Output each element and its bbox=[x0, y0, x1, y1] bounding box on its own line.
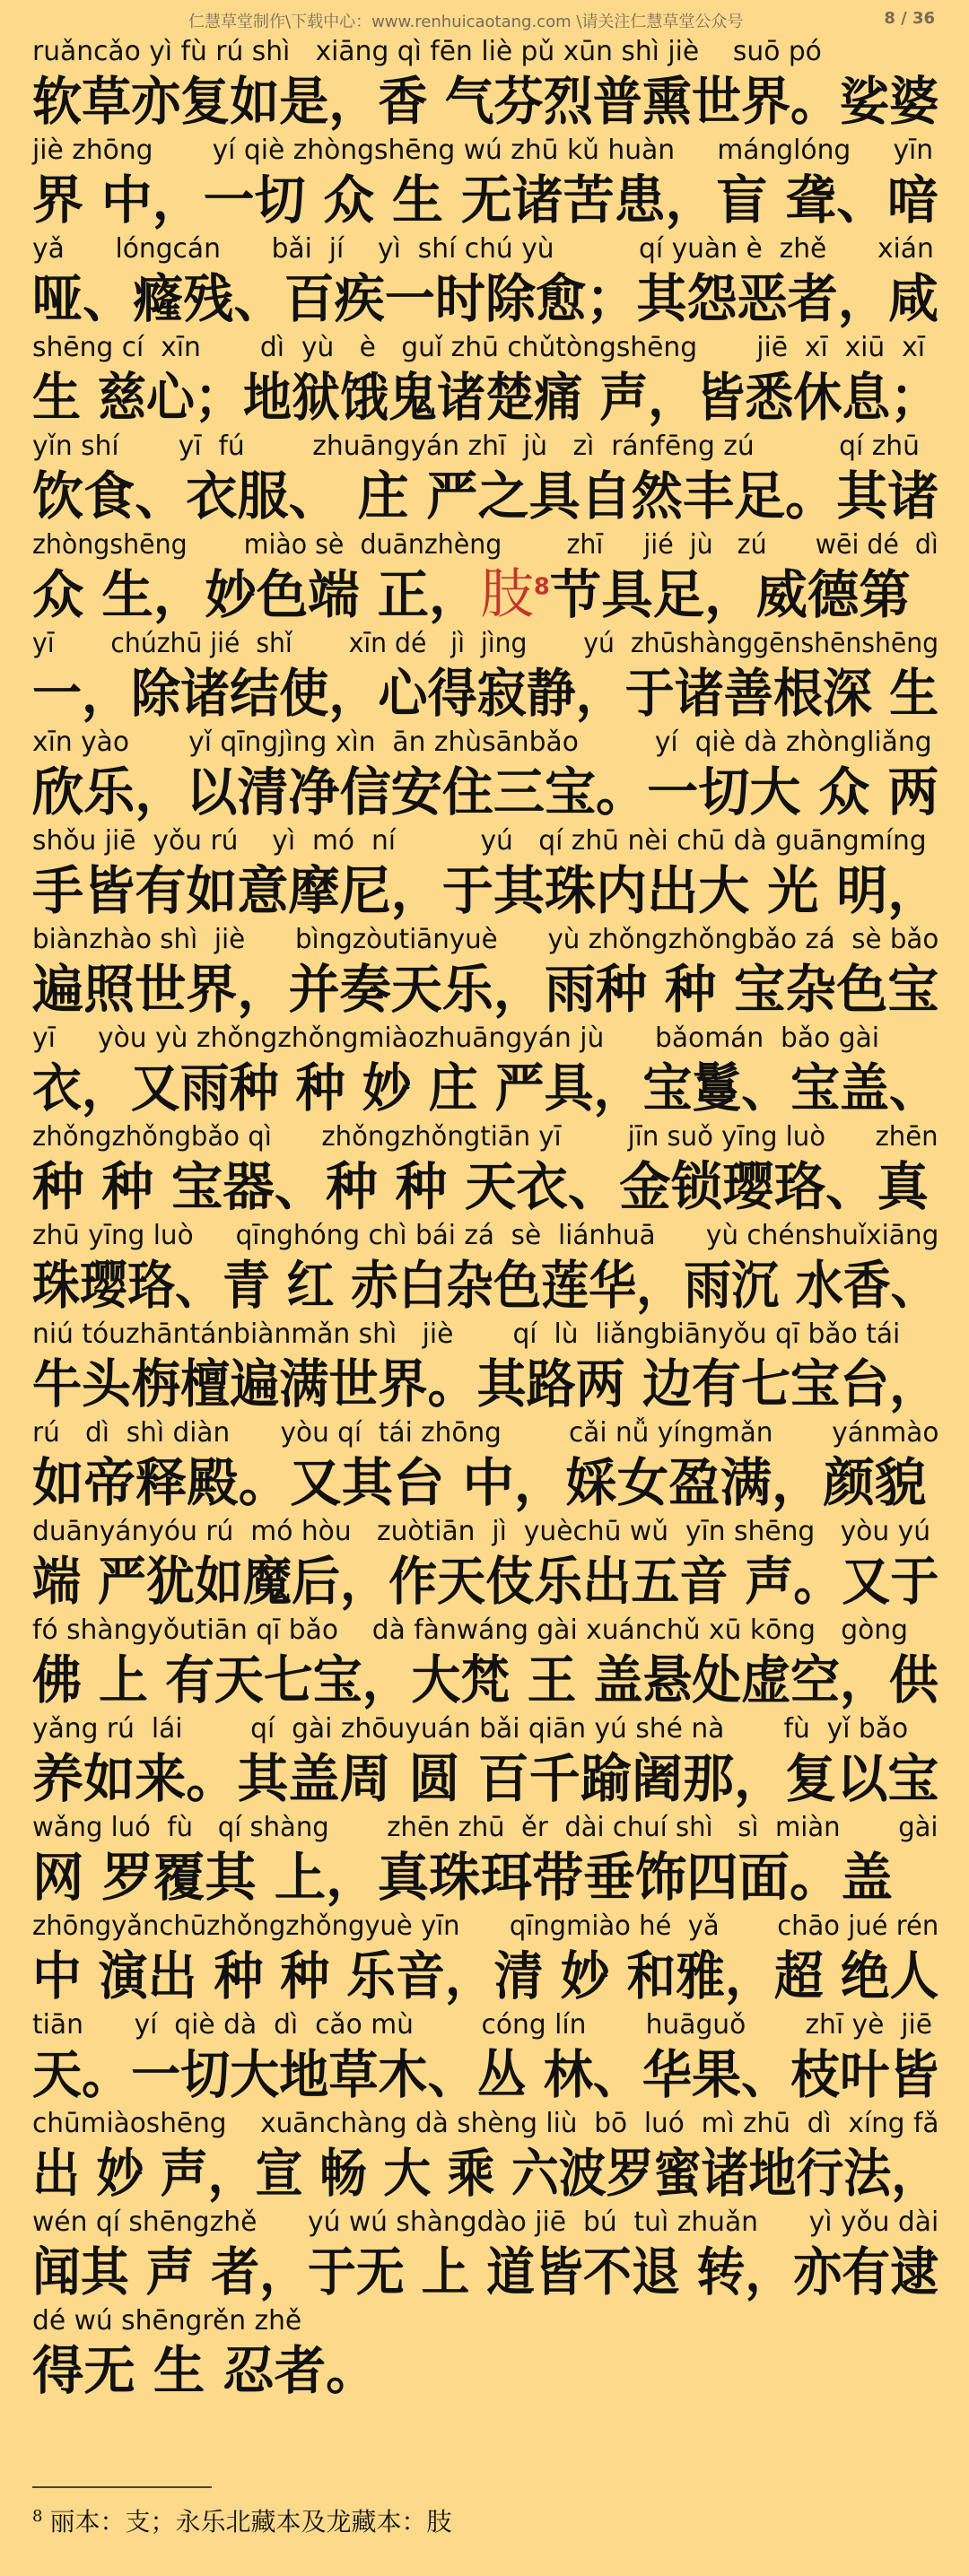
pinyin-line: jiè zhōng yí qiè zhòngshēng wú zhū kǔ huàn mánglóng yīn bbox=[32, 135, 934, 166]
pinyin-line: zhòngshēng miào sè duānzhèng zhī jié jù zú wēi dé dì bbox=[32, 529, 938, 561]
hanzi-text: 哑、癃残、百疾一时除愈；其怨恶者，咸 bbox=[32, 268, 939, 329]
hanzi-line bbox=[32, 662, 939, 725]
hanzi-text: 软草亦复如是，香 气芬烈普熏世界。娑婆 bbox=[32, 71, 939, 132]
hanzi-text: 养如来。其盖周 圆 百千踰阇那，复以宝 bbox=[32, 1748, 939, 1809]
text-line bbox=[32, 1119, 947, 1218]
pinyin-line: yǎng rú lái qí gài zhōuyuán bǎi qiān yú shé nà fù yǐ bǎo bbox=[32, 1713, 909, 1745]
pinyin-line: fó shàngyǒutiān qī bǎo dà fànwáng gài xuánchǔ xū kōng gòng bbox=[32, 1614, 908, 1646]
text-line bbox=[32, 133, 947, 231]
hanzi-text: 网 罗覆其 上，真珠珥带垂饰四面。盖 bbox=[32, 1847, 893, 1908]
hanzi-text: 种 种 宝器、种 种 天衣、金锁璎珞、真 bbox=[32, 1156, 929, 1217]
pinyin-line: ruǎncǎo yì fù rú shì xiāng qì fēn liè pǔ xūn shì jiè suō pó bbox=[32, 36, 822, 67]
hanzi-text: 节具足，威德第 bbox=[549, 564, 911, 625]
pinyin-line: chūmiàoshēng xuānchàng dà shèng liù bō luó mì zhū dì xíng fǎ bbox=[32, 2108, 939, 2139]
variant-character: 肢 bbox=[480, 563, 534, 626]
text-line bbox=[32, 1021, 947, 1119]
hanzi-text: 衣，又雨种 种 妙 庄 严具，宝鬘、宝盖、 bbox=[32, 1057, 938, 1118]
text-line bbox=[32, 1415, 947, 1514]
hanzi-text: 闻其 声 者，于无 上 道皆不退 转，亦有逮 bbox=[32, 2241, 938, 2302]
page-header bbox=[0, 0, 969, 36]
pinyin-line: yǐn shí yī fú zhuāngyán zhī jù zì ránfēng zú qí zhū bbox=[32, 431, 920, 462]
hanzi-text: 饮食、衣服、 庄 严之具自然丰足。其诸 bbox=[32, 466, 939, 527]
hanzi-text: 端 严犹如魔后，作天伎乐出五音 声。又于 bbox=[32, 1551, 939, 1612]
hanzi-line bbox=[32, 1649, 938, 1711]
hanzi-line bbox=[32, 169, 938, 231]
hanzi-line bbox=[32, 1550, 939, 1613]
pinyin-line: niú tóuzhāntánbiànmǎn shì jiè qí lù liǎngbiānyǒu qī bǎo tái bbox=[32, 1318, 901, 1350]
pinyin-line: duānyányóu rú mó hòu zuòtiān jì yuèchū wǔ yīn shēng yòu yú bbox=[32, 1516, 931, 1547]
hanzi-line bbox=[32, 1254, 938, 1317]
page-number: 8 / 36 bbox=[884, 9, 935, 28]
hanzi-text: 众 生，妙色端 正， bbox=[32, 564, 481, 625]
hanzi-text: 珠璎珞、青 红 赤白杂色莲华，雨沉 水香、 bbox=[32, 1255, 938, 1316]
text-line bbox=[32, 1909, 947, 2007]
text-line bbox=[32, 1810, 947, 1909]
pinyin-line: biànzhào shì jiè bìngzòutiānyuè yù zhǒngzhǒngbǎo zá sè bǎo bbox=[32, 924, 939, 955]
pinyin-line: zhōngyǎnchūzhǒngzhǒngyuè yīn qīngmiào hé yǎ chāo jué rén bbox=[32, 1910, 939, 1942]
text-line bbox=[32, 823, 947, 922]
hanzi-line bbox=[32, 465, 939, 527]
pinyin-line: zhū yīng luò qīnghóng chì bái zá sè liánhuā yù chénshuǐxiāng bbox=[32, 1220, 939, 1251]
hanzi-text: 如帝释殿。又其台 中，婇女盈满，颜貌 bbox=[32, 1452, 927, 1513]
scripture-text bbox=[32, 34, 947, 2402]
text-line bbox=[32, 2303, 947, 2402]
hanzi-text: 出 妙 声，宣 畅 大 乘 六波罗蜜诸地行法， bbox=[32, 2143, 939, 2204]
footnote-number: 8 bbox=[32, 2506, 43, 2526]
header-source-text[interactable]: 仁慧草堂制作\下载中心：www.renhuicaotang.com \请关注仁慧草堂公众号 bbox=[188, 13, 744, 31]
text-line bbox=[32, 1711, 947, 1810]
pinyin-line: shǒu jiē yǒu rú yì mó ní yú qí zhū nèi chū dà guāngmíng bbox=[32, 825, 927, 857]
hanzi-text: 天。一切大地草木、丛 林、华果、枝叶皆 bbox=[32, 2044, 939, 2105]
text-line bbox=[32, 2007, 947, 2106]
hanzi-text: 得无 生 忍者。 bbox=[32, 2340, 378, 2401]
footnote bbox=[32, 2502, 451, 2538]
hanzi-line bbox=[32, 1451, 938, 1514]
hanzi-line bbox=[32, 1945, 939, 2007]
pinyin-line: rú dì shì diàn yòu qí tái zhōng cǎi nǚ yíngmǎn yánmào bbox=[32, 1417, 939, 1449]
pinyin-line: dé wú shēngrěn zhě bbox=[32, 2305, 302, 2337]
hanzi-line bbox=[32, 1057, 938, 1119]
text-line bbox=[32, 2106, 947, 2205]
text-line bbox=[32, 231, 947, 330]
pinyin-line: wǎng luó fù qí shàng zhēn zhū ěr dài chuí shì sì miàn gài bbox=[32, 1812, 938, 1843]
hanzi-line bbox=[32, 2142, 939, 2205]
hanzi-text: 生 慈心；地狱饿鬼诸楚痛 声，皆悉休息； bbox=[32, 367, 939, 428]
hanzi-line bbox=[32, 761, 939, 823]
text-line bbox=[32, 626, 947, 725]
hanzi-line bbox=[32, 1846, 938, 1909]
hanzi-text: 一，除诸结使，心得寂静，于诸善根深 生 bbox=[32, 663, 939, 724]
hanzi-text: 牛头栴檀遍满世界。其路两 边有七宝台， bbox=[32, 1353, 939, 1414]
hanzi-line bbox=[32, 1747, 939, 1810]
hanzi-text: 佛 上 有天七宝，大梵 王 盖悬处虚空，供 bbox=[32, 1649, 938, 1710]
pinyin-line: shēng cí xīn dì yù è guǐ zhū chǔtòngshēng jiē xī xiū xī bbox=[32, 332, 925, 363]
pinyin-line: zhǒngzhǒngbǎo qì zhǒngzhǒngtiān yī jīn suǒ yīng luò zhēn bbox=[32, 1121, 938, 1153]
hanzi-line bbox=[32, 70, 939, 133]
hanzi-line bbox=[32, 2043, 939, 2106]
text-line bbox=[32, 1613, 947, 1711]
text-line bbox=[32, 1218, 947, 1317]
text-line bbox=[32, 922, 947, 1021]
pinyin-line: wén qí shēngzhě yú wú shàngdào jiē bú tuì zhuǎn yì yǒu dài bbox=[32, 2206, 939, 2238]
text-line bbox=[32, 429, 947, 527]
pinyin-line: yī chúzhū jié shǐ xīn dé jì jìng yú zhūshànggēnshēnshēng bbox=[32, 628, 939, 659]
hanzi-line bbox=[32, 1353, 939, 1415]
hanzi-line bbox=[32, 859, 939, 922]
footnote-marker[interactable]: 8 bbox=[533, 573, 550, 601]
hanzi-line bbox=[32, 2339, 938, 2402]
text-line bbox=[32, 527, 947, 626]
hanzi-text: 遍照世界，并奏天乐，雨种 种 宝杂色宝 bbox=[32, 959, 939, 1020]
text-line bbox=[32, 1514, 947, 1613]
footnote-divider bbox=[32, 2486, 212, 2488]
text-line bbox=[32, 725, 947, 823]
hanzi-text: 欣乐，以清净信安住三宝。一切大 众 两 bbox=[32, 761, 939, 822]
hanzi-line bbox=[32, 366, 939, 429]
hanzi-line bbox=[32, 2241, 938, 2303]
hanzi-text: 手皆有如意摩尼，于其珠内出大 光 明， bbox=[32, 860, 939, 921]
text-line bbox=[32, 330, 947, 429]
hanzi-line bbox=[32, 563, 938, 626]
pinyin-line: yī yòu yù zhǒngzhǒngmiàozhuāngyán jù bǎomán bǎo gài bbox=[32, 1023, 880, 1054]
text-line bbox=[32, 1317, 947, 1415]
pinyin-line: xīn yào yǐ qīngjìng xìn ān zhùsānbǎo yí qiè dà zhòngliǎng bbox=[32, 727, 932, 758]
pinyin-line: tiān yí qiè dà dì cǎo mù cóng lín huāguǒ zhī yè jiē bbox=[32, 2009, 933, 2041]
hanzi-line bbox=[32, 958, 939, 1021]
hanzi-text: 界 中，一切 众 生 无诸苦患，盲 聋、喑 bbox=[32, 170, 938, 231]
hanzi-text: 中 演出 种 种 乐音，清 妙 和雅，超 绝人 bbox=[32, 1945, 939, 2006]
text-line bbox=[32, 2205, 947, 2303]
hanzi-line bbox=[32, 1155, 938, 1218]
footnote-text: 丽本：支；永乐北藏本及龙藏本：肢 bbox=[49, 2507, 452, 2537]
pinyin-line: yǎ lóngcán bǎi jí yì shí chú yù qí yuàn è zhě xián bbox=[32, 233, 934, 265]
hanzi-line bbox=[32, 267, 939, 330]
text-line bbox=[32, 34, 947, 133]
